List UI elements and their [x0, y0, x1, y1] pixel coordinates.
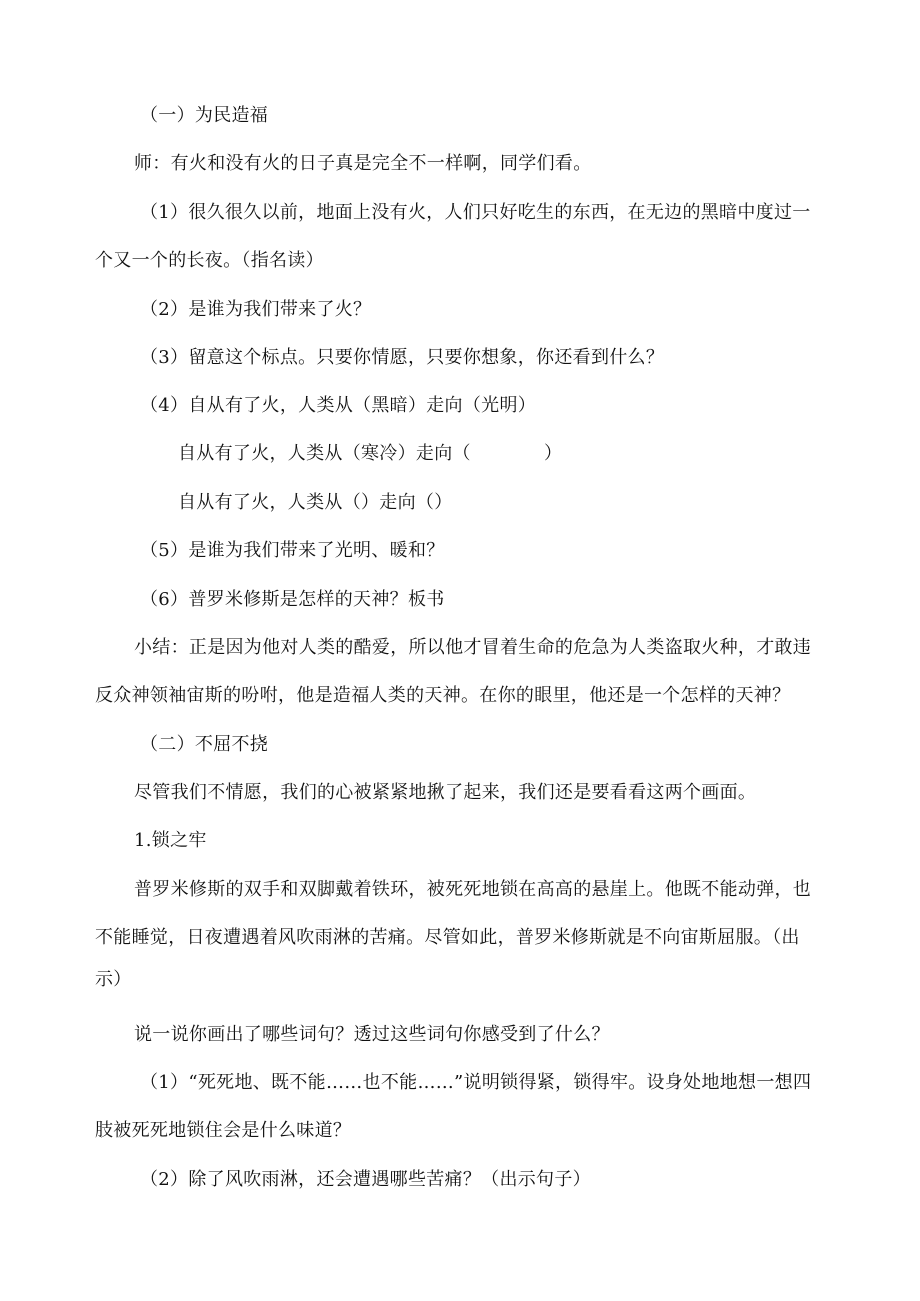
discussion-1-line-1: （1）“死死地、既不能……也不能……”说明锁得紧，锁得牢。设身处地地想一想四	[140, 1072, 812, 1093]
item-1-paragraph-line-1: 普罗米修斯的双手和双脚戴着铁环，被死死地锁在高高的悬崖上。他既不能动弹，也	[134, 879, 812, 900]
teacher-intro: 师：有火和没有火的日子真是完全不一样啊，同学们看。	[134, 153, 592, 174]
discussion-prompt: 说一说你画出了哪些词句？透过这些词句你感受到了什么？	[134, 1024, 610, 1045]
section-heading-2: （二）不屈不挠	[140, 734, 269, 755]
item-1-paragraph-line-3: 示）	[95, 969, 132, 990]
question-5: （5）是谁为我们带来了光明、暖和？	[140, 540, 445, 561]
summary-line-1: 小结：正是因为他对人类的酷爱，所以他才冒着生命的危急为人类盗取火种，才敢违	[134, 637, 812, 658]
discussion-2: （2）除了风吹雨淋，还会遭遇哪些苦痛？（出示句子）	[140, 1169, 591, 1190]
question-6: （6）普罗米修斯是怎样的天神？板书	[140, 589, 445, 610]
question-1-line-2: 个又一个的长夜。（指名读）	[95, 250, 324, 271]
question-2: （2）是谁为我们带来了火？	[140, 299, 372, 320]
question-4-line-b: 自从有了火，人类从（寒冷）走向（ ）	[178, 443, 563, 464]
item-1-heading: 1.锁之牢	[134, 830, 207, 851]
section-heading-1: （一）为民造福	[140, 105, 269, 126]
question-4-line-c: 自从有了火，人类从（）走向（）	[178, 492, 453, 513]
section-2-intro: 尽管我们不情愿，我们的心被紧紧地揪了起来，我们还是要看看这两个画面。	[134, 782, 757, 803]
question-4: （4）自从有了火，人类从（黑暗）走向（光明）	[140, 395, 537, 416]
question-1-line-1: （1）很久很久以前，地面上没有火，人们只好吃生的东西，在无边的黑暗中度过一	[140, 202, 811, 223]
discussion-1-line-2: 肢被死死地锁住会是什么味道？	[95, 1120, 352, 1141]
question-3: （3）留意这个标点。只要你情愿，只要你想象，你还看到什么？	[140, 347, 665, 368]
item-1-paragraph-line-2: 不能睡觉，日夜遭遇着风吹雨淋的苦痛。尽管如此，普罗米修斯就是不向宙斯屈服。（出	[95, 927, 800, 948]
summary-line-2: 反众神领袖宙斯的吩咐，他是造福人类的天神。在你的眼里，他还是一个怎样的天神？	[95, 685, 791, 706]
